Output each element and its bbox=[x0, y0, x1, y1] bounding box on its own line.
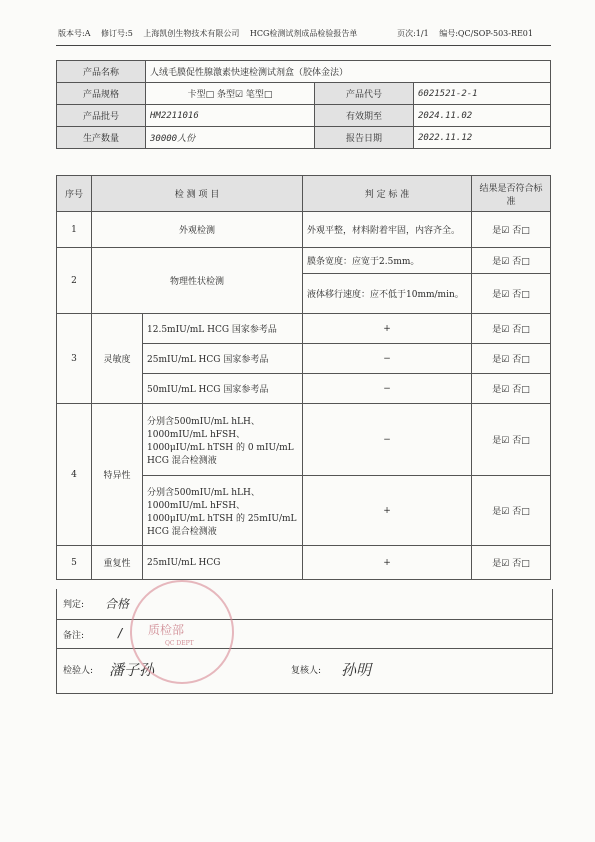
row-result: 是☑ 否□ bbox=[472, 274, 551, 314]
row-result: 是☑ 否□ bbox=[472, 546, 551, 580]
row-subitem: 50mIU/mL HCG 国家参考品 bbox=[143, 374, 303, 404]
table-row bbox=[57, 248, 551, 274]
row-standard: + bbox=[303, 476, 472, 546]
col-header-standard: 判 定 标 准 bbox=[303, 176, 472, 212]
row-no: 3 bbox=[57, 314, 92, 404]
col-header-result: 结果是否符合标准 bbox=[472, 176, 551, 212]
row-standard: − bbox=[303, 374, 472, 404]
row-item: 外观检测 bbox=[92, 212, 303, 248]
col-header-no: 序号 bbox=[57, 176, 92, 212]
row-item: 物理性状检测 bbox=[92, 248, 303, 314]
document-code: 编号:QC/SOP-503-RE01 bbox=[439, 29, 533, 38]
company-name: 上海凯创生物技术有限公司 bbox=[143, 29, 240, 38]
report-date-value: 2022.11.12 bbox=[414, 127, 551, 149]
quantity-label: 生产数量 bbox=[57, 127, 146, 149]
qc-stamp-text: 质检部 bbox=[148, 623, 185, 637]
reviewer-label: 复核人: bbox=[291, 666, 322, 676]
row-result: 是☑ 否□ bbox=[472, 374, 551, 404]
row-standard: − bbox=[303, 404, 472, 476]
row-item: 灵敏度 bbox=[92, 314, 143, 404]
row-item: 特异性 bbox=[92, 404, 143, 546]
product-info-table bbox=[56, 60, 551, 149]
table-row bbox=[57, 404, 551, 476]
remark-value: / bbox=[117, 626, 125, 640]
inspector-label: 检验人: bbox=[63, 666, 94, 676]
page-number: 页次:1/1 bbox=[397, 29, 429, 38]
row-standard: − bbox=[303, 344, 472, 374]
test-results-table bbox=[56, 175, 551, 580]
product-spec-label: 产品规格 bbox=[57, 83, 146, 105]
row-no: 1 bbox=[57, 212, 92, 248]
remark-label: 备注: bbox=[63, 631, 85, 641]
row-standard-width: 膜条宽度：应宽于2.5mm。 bbox=[303, 248, 472, 274]
row-item: 重复性 bbox=[92, 546, 143, 580]
reviewer-signature: 孙明 bbox=[341, 661, 372, 679]
revision-number: 修订号:5 bbox=[101, 29, 133, 38]
row-result: 是☑ 否□ bbox=[472, 344, 551, 374]
product-code-value: 6021521-2-1 bbox=[414, 83, 551, 105]
document-header bbox=[58, 28, 549, 42]
report-date-label: 报告日期 bbox=[315, 127, 414, 149]
row-result: 是☑ 否□ bbox=[472, 476, 551, 546]
row-subitem: 25mIU/mL HCG bbox=[143, 546, 303, 580]
table-row bbox=[57, 212, 551, 248]
row-no: 2 bbox=[57, 248, 92, 314]
inspector-signature: 潘子孙 bbox=[109, 661, 155, 679]
product-code-label: 产品代号 bbox=[315, 83, 414, 105]
row-no: 4 bbox=[57, 404, 92, 546]
product-name-value: 人绒毛膜促性腺激素快速检测试剂盒（胶体金法） bbox=[146, 61, 551, 83]
expiry-value: 2024.11.02 bbox=[414, 105, 551, 127]
product-name-label: 产品名称 bbox=[57, 61, 146, 83]
version-number: 版本号:A bbox=[58, 29, 91, 38]
row-result: 是☑ 否□ bbox=[472, 212, 551, 248]
row-standard-speed: 液体移行速度：应不低于10mm/min。 bbox=[303, 274, 472, 314]
row-subitem: 分别含500mIU/mL hLH、1000mIU/mL hFSH、1000μIU/mL hTSH 的 0 mIU/mL HCG 混合检测液 bbox=[143, 404, 303, 476]
table-row bbox=[57, 546, 551, 580]
judgement-label: 判定: bbox=[63, 600, 85, 610]
row-no: 5 bbox=[57, 546, 92, 580]
row-result: 是☑ 否□ bbox=[472, 404, 551, 476]
row-standard: + bbox=[303, 546, 472, 580]
row-subitem: 25mIU/mL HCG 国家参考品 bbox=[143, 344, 303, 374]
qc-stamp-subtext: QC DEPT bbox=[165, 640, 194, 647]
row-result: 是☑ 否□ bbox=[472, 314, 551, 344]
row-subitem: 分别含500mIU/mL hLH、1000mIU/mL hFSH、1000μIU/mL hTSH 的 25mIU/mL HCG 混合检测液 bbox=[143, 476, 303, 546]
row-standard: 外观平整，材料附着牢固，内容齐全。 bbox=[303, 212, 472, 248]
judgement-value: 合格 bbox=[105, 597, 130, 611]
product-spec-value: 卡型□ 条型☑ 笔型□ bbox=[146, 83, 315, 105]
col-header-item: 检 测 项 目 bbox=[92, 176, 303, 212]
row-standard: + bbox=[303, 314, 472, 344]
expiry-label: 有效期至 bbox=[315, 105, 414, 127]
batch-label: 产品批号 bbox=[57, 105, 146, 127]
quantity-value: 30000人份 bbox=[146, 127, 315, 149]
document-title: HCG检测试剂成品检验报告单 bbox=[249, 29, 358, 38]
signature-section bbox=[56, 649, 553, 694]
judgement-section bbox=[56, 589, 553, 620]
batch-value: HM2211016 bbox=[146, 105, 315, 127]
table-row bbox=[57, 314, 551, 344]
header-divider bbox=[56, 45, 551, 46]
row-result: 是☑ 否□ bbox=[472, 248, 551, 274]
row-subitem: 12.5mIU/mL HCG 国家参考品 bbox=[143, 314, 303, 344]
